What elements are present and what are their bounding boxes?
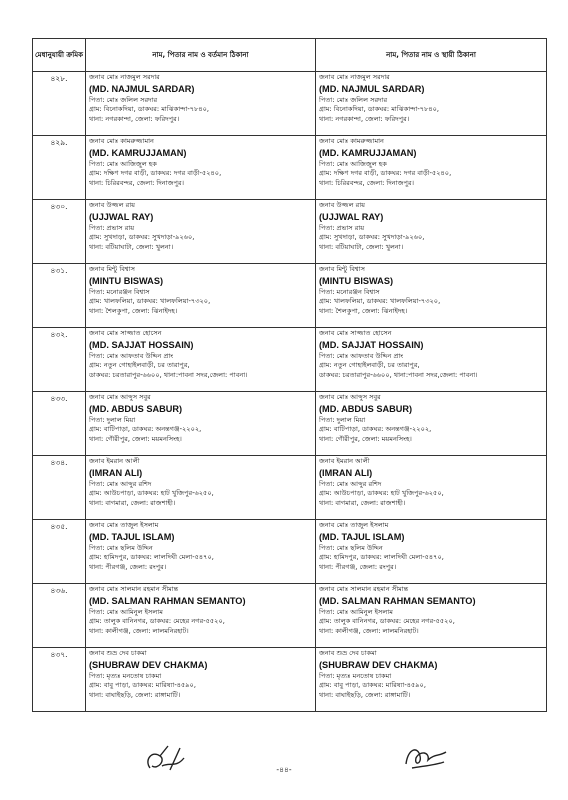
name-bangla: জনাব মোঃ তাজুল ইসলাম (319, 521, 389, 529)
table-row (33, 200, 547, 264)
name-bangla: জনাব মোঃ তাজুল ইসলাম (89, 521, 159, 529)
name-english: (MD. TAJUL ISLAM) (319, 532, 405, 543)
header-present-address: নাম, পিতার নাম ও বর্তমান ঠিকানা (86, 39, 316, 72)
address-line: থানা: চিরিরবন্দর, জেলা: দিনাজপুর। (319, 178, 414, 187)
permanent-address-cell (316, 392, 547, 456)
name-english: (IMRAN ALI) (89, 468, 143, 479)
name-bangla: জনাব মোঃ আব্দুস সবুর (319, 393, 381, 401)
address-line: থানা: কালীগঞ্জ, জেলা: লালমনিরহাট। (319, 626, 419, 635)
name-english: (MD. KAMRUJJAMAN) (89, 148, 187, 159)
permanent-address-cell (316, 648, 547, 712)
name-bangla: জনাব মিন্টু বিশ্বাস (89, 265, 135, 273)
address-line: গ্রাম: হামিদপুর, ডাকঘর: লালদিঘী মেলা-৫৪৭০, (319, 553, 444, 562)
name-english: (MD. KAMRUJJAMAN) (319, 148, 417, 159)
address-line: গ্রাম: বিনোকদিয়া, ডাকঘর: মাঝিকান্দা-৭৮৪০, (319, 105, 440, 114)
father-name: পিতা: প্রভাস রায় (319, 224, 365, 233)
father-name: পিতা: মোঃ আব্দুর রশিদ (89, 480, 152, 489)
father-name: পিতা: মোঃ আমিনুল ইসলাম (89, 608, 163, 617)
name-english: (MD. NAJMUL SARDAR) (89, 84, 195, 95)
address-line: গ্রাম: বাটিপাড়া, ডাকঘর: অনন্তগঞ্জ-২২০২, (319, 425, 432, 434)
address-line: থানা: নগরকান্দা, জেলা: ফরিদপুর। (319, 114, 410, 123)
page-number: -৪৪- (276, 765, 292, 774)
father-name: পিতা: দুলাল মিয়া (89, 416, 136, 425)
permanent-address-cell (316, 520, 547, 584)
header-serial: মেধানুযায়ী ক্রমিক (33, 39, 86, 72)
table-row (33, 648, 547, 712)
table-body (33, 72, 547, 712)
address-line: থানা: গৌরীপুর, জেলা: ময়মনসিংহ। (89, 434, 182, 443)
address-line: গ্রাম: তালুক বানিনগর, ডাকঘর: মেহের নগর-৫৫২০, (89, 617, 225, 626)
name-english: (MD. ABDUS SABUR) (89, 404, 183, 415)
serial-number: ৪৩৭. (33, 648, 86, 712)
permanent-address-cell (316, 584, 547, 648)
name-bangla: জনাব ইমরান আলী (89, 457, 140, 465)
address-line: গ্রাম: দক্ষিণ দগর বাড়ী, ডাকঘর: দগর বাড়ী-৫২৪০, (319, 169, 452, 178)
father-name: পিতা: মনোরঞ্জন বিশ্বাস (319, 288, 380, 297)
address-line: থানা: গৌরীপুর, জেলা: ময়মনসিংহ। (319, 434, 412, 443)
name-english: (MD. NAJMUL SARDAR) (319, 84, 425, 95)
address-line: গ্রাম: বিনোকদিয়া, ডাকঘর: মাঝিকান্দা-৭৮৪০, (89, 105, 210, 114)
table-row (33, 328, 547, 392)
present-address-cell (86, 520, 316, 584)
table-row (33, 72, 547, 136)
header-permanent-address: নাম, পিতার নাম ও স্থায়ী ঠিকানা (316, 39, 547, 72)
address-line: থানা: বটিয়াঘাটা, জেলা: খুলনা। (89, 242, 174, 251)
father-name: পিতা: মোঃ ছলিম উদ্দিন (319, 544, 383, 553)
serial-number: ৪৩২. (33, 328, 86, 392)
serial-number: ৪৩০. (33, 200, 86, 264)
present-address-cell (86, 200, 316, 264)
serial-number: ৪৩১. (33, 264, 86, 328)
address-line: থানা: বাঘাইছড়ি, জেলা: রাঙ্গামাটি। (89, 690, 181, 699)
father-name: পিতা: দুলাল মিয়া (319, 416, 366, 425)
father-name: পিতা: মোঃ আমিনুল ইসলাম (319, 608, 393, 617)
present-address-cell (86, 392, 316, 456)
address-line: গ্রাম: খালফলিয়া, ডাকঘর: খালফলিয়া-৭৩২০, (89, 297, 211, 306)
father-name: পিতা: মৃত্যঃ মনতোষ চাকমা (89, 672, 162, 681)
name-bangla: জনাব মোঃ সালমান রহমান সীমান্ত (89, 585, 179, 593)
name-bangla: জনাব উজ্জল রায় (319, 201, 366, 209)
name-english: (IMRAN ALI) (319, 468, 373, 479)
address-line: থানা: বাঘাইছড়ি, জেলা: রাঙ্গামাটি। (319, 690, 411, 699)
address-line: থানা: শৈলকুপা, জেলা: ঝিনাইদহ। (89, 306, 178, 315)
name-english: (UJJWAL RAY) (319, 212, 384, 223)
name-bangla: জনাব উজ্জল রায় (89, 201, 136, 209)
table-row (33, 520, 547, 584)
table-row (33, 136, 547, 200)
name-bangla: জনাব মিন্টু বিশ্বাস (319, 265, 365, 273)
address-line: ডাকঘর: চরতারাপুর-৬৬০০, থানা:পাবনা সদর,জেলা: পাবনা। (89, 370, 248, 379)
address-line: গ্রাম: সুখদাড়া, ডাকঘর: সুখদাড়া-৯২৬০, (89, 233, 195, 242)
address-line: গ্রাম: বাবু পাড়া, ডাকঘর: মারিষ্যা-৪৫৯০, (89, 681, 196, 690)
father-name: পিতা: মোঃ ছলিম উদ্দিন (89, 544, 153, 553)
serial-number: ৪৩৩. (33, 392, 86, 456)
serial-number: ৪২৯. (33, 136, 86, 200)
table-row (33, 264, 547, 328)
name-bangla: জনাব শুভ্র দেব চাকমা (319, 649, 377, 657)
address-line: থানা: পীরগঞ্জ, জেলা: রংপুর। (89, 562, 167, 571)
serial-number: ৪৩৬. (33, 584, 86, 648)
address-line: থানা: শৈলকুপা, জেলা: ঝিনাইদহ। (319, 306, 408, 315)
present-address-cell (86, 584, 316, 648)
address-line: গ্রাম: বাবু পাড়া, ডাকঘর: মারিষ্যা-৪৫৯০, (319, 681, 426, 690)
name-bangla: জনাব ইমরান আলী (319, 457, 370, 465)
name-bangla: জনাব মোঃ সাজ্জাত হোসেন (89, 329, 162, 337)
present-address-cell (86, 264, 316, 328)
name-english: (SHUBRAW DEV CHAKMA) (319, 660, 438, 671)
address-line: গ্রাম: আউচপাড়া, ডাকঘর: হাট খুজিপুর-৬২৫০, (319, 489, 444, 498)
name-english: (MD. ABDUS SABUR) (319, 404, 413, 415)
name-bangla: জনাব শুভ্র দেব চাকমা (89, 649, 147, 657)
serial-number: ৪৩৪. (33, 456, 86, 520)
father-name: পিতা: মোঃ জলিল সরদার (89, 96, 158, 105)
address-line: থানা: বটিয়াঘাটা, জেলা: খুলনা। (319, 242, 404, 251)
father-name: পিতা: মোঃ আফতাব উদ্দিন প্রাং (319, 352, 404, 361)
name-bangla: জনাব মোঃ সাজ্জাত হোসেন (319, 329, 392, 337)
father-name: পিতা: মনোরঞ্জন বিশ্বাস (89, 288, 150, 297)
father-name: পিতা: মোঃ জলিল সরদার (319, 96, 388, 105)
name-english: (MINTU BISWAS) (319, 276, 394, 287)
father-name: পিতা: মোঃ আব্দুর রশিদ (319, 480, 382, 489)
present-address-cell (86, 72, 316, 136)
address-line: গ্রাম: হামিদপুর, ডাকঘর: লালদিঘী মেলা-৫৪৭০, (89, 553, 214, 562)
table-row (33, 584, 547, 648)
name-bangla: জনাব মোঃ সালমান রহমান সীমান্ত (319, 585, 409, 593)
permanent-address-cell (316, 136, 547, 200)
serial-number: ৪৩৫. (33, 520, 86, 584)
name-bangla: জনাব মোঃ আব্দুস সবুর (89, 393, 151, 401)
address-line: গ্রাম: নতুন গোহাইলবাড়ী, চর তারাপুর, (89, 361, 190, 370)
permanent-address-cell (316, 456, 547, 520)
serial-number: ৪২৮. (33, 72, 86, 136)
permanent-address-cell (316, 264, 547, 328)
present-address-cell (86, 456, 316, 520)
address-line: গ্রাম: আউচপাড়া, ডাকঘর: হাট খুজিপুর-৬২৫০, (89, 489, 214, 498)
address-line: থানা: কালীগঞ্জ, জেলা: লালমনিরহাট। (89, 626, 189, 635)
father-name: পিতা: মোঃ আজিজুল হক (89, 160, 157, 169)
permanent-address-cell (316, 328, 547, 392)
address-line: থানা: বাগমারা, জেলা: রাজশাহী। (89, 498, 176, 507)
address-line: গ্রাম: নতুন গোহাইলবাড়ী, চর তারাপুর, (319, 361, 420, 370)
present-address-cell (86, 648, 316, 712)
address-line: গ্রাম: দক্ষিণ দগর বাড়ী, ডাকঘর: দগর বাড়ী-৫২৪০, (89, 169, 222, 178)
present-address-cell (86, 136, 316, 200)
father-name: পিতা: প্রভাস রায় (89, 224, 135, 233)
candidate-table (32, 38, 547, 712)
address-line: ডাকঘর: চরতারাপুর-৬৬০০, থানা:পাবনা সদর,জেলা: পাবনা। (319, 370, 478, 379)
father-name: পিতা: মৃত্যঃ মনতোষ চাকমা (319, 672, 392, 681)
father-name: পিতা: মোঃ আফতাব উদ্দিন প্রাং (89, 352, 174, 361)
name-bangla: জনাব মোঃ কামরুজ্জামান (319, 137, 384, 145)
address-line: গ্রাম: তালুক বানিনগর, ডাকঘর: মেহের নগর-৫৫২০, (319, 617, 455, 626)
name-english: (MD. SAJJAT HOSSAIN) (89, 340, 194, 351)
table-row (33, 456, 547, 520)
name-english: (UJJWAL RAY) (89, 212, 154, 223)
permanent-address-cell (316, 72, 547, 136)
name-english: (MINTU BISWAS) (89, 276, 164, 287)
address-line: থানা: পীরগঞ্জ, জেলা: রংপুর। (319, 562, 397, 571)
name-english: (MD. TAJUL ISLAM) (89, 532, 175, 543)
name-bangla: জনাব মোঃ কামরুজ্জামান (89, 137, 154, 145)
name-bangla: জনাব মোঃ নাজমুল সরদার (319, 73, 390, 81)
table-row (33, 392, 547, 456)
permanent-address-cell (316, 200, 547, 264)
address-line: থানা: চিরিরবন্দর, জেলা: দিনাজপুর। (89, 178, 184, 187)
father-name: পিতা: মোঃ আজিজুল হক (319, 160, 387, 169)
name-english: (MD. SALMAN RAHMAN SEMANTO) (89, 596, 246, 607)
address-line: থানা: বাগমারা, জেলা: রাজশাহী। (319, 498, 406, 507)
name-bangla: জনাব মোঃ নাজমুল সরদার (89, 73, 160, 81)
table-header-row (33, 39, 547, 72)
name-english: (MD. SAJJAT HOSSAIN) (319, 340, 424, 351)
name-english: (MD. SALMAN RAHMAN SEMANTO) (319, 596, 476, 607)
present-address-cell (86, 328, 316, 392)
address-line: গ্রাম: বাটিপাড়া, ডাকঘর: অনন্তগঞ্জ-২২০২, (89, 425, 202, 434)
name-english: (SHUBRAW DEV CHAKMA) (89, 660, 208, 671)
address-line: গ্রাম: খালফলিয়া, ডাকঘর: খালফলিয়া-৭৩২০, (319, 297, 441, 306)
address-line: থানা: নগরকান্দা, জেলা: ফরিদপুর। (89, 114, 180, 123)
address-line: গ্রাম: সুখদাড়া, ডাকঘর: সুখদাড়া-৯২৬০, (319, 233, 425, 242)
